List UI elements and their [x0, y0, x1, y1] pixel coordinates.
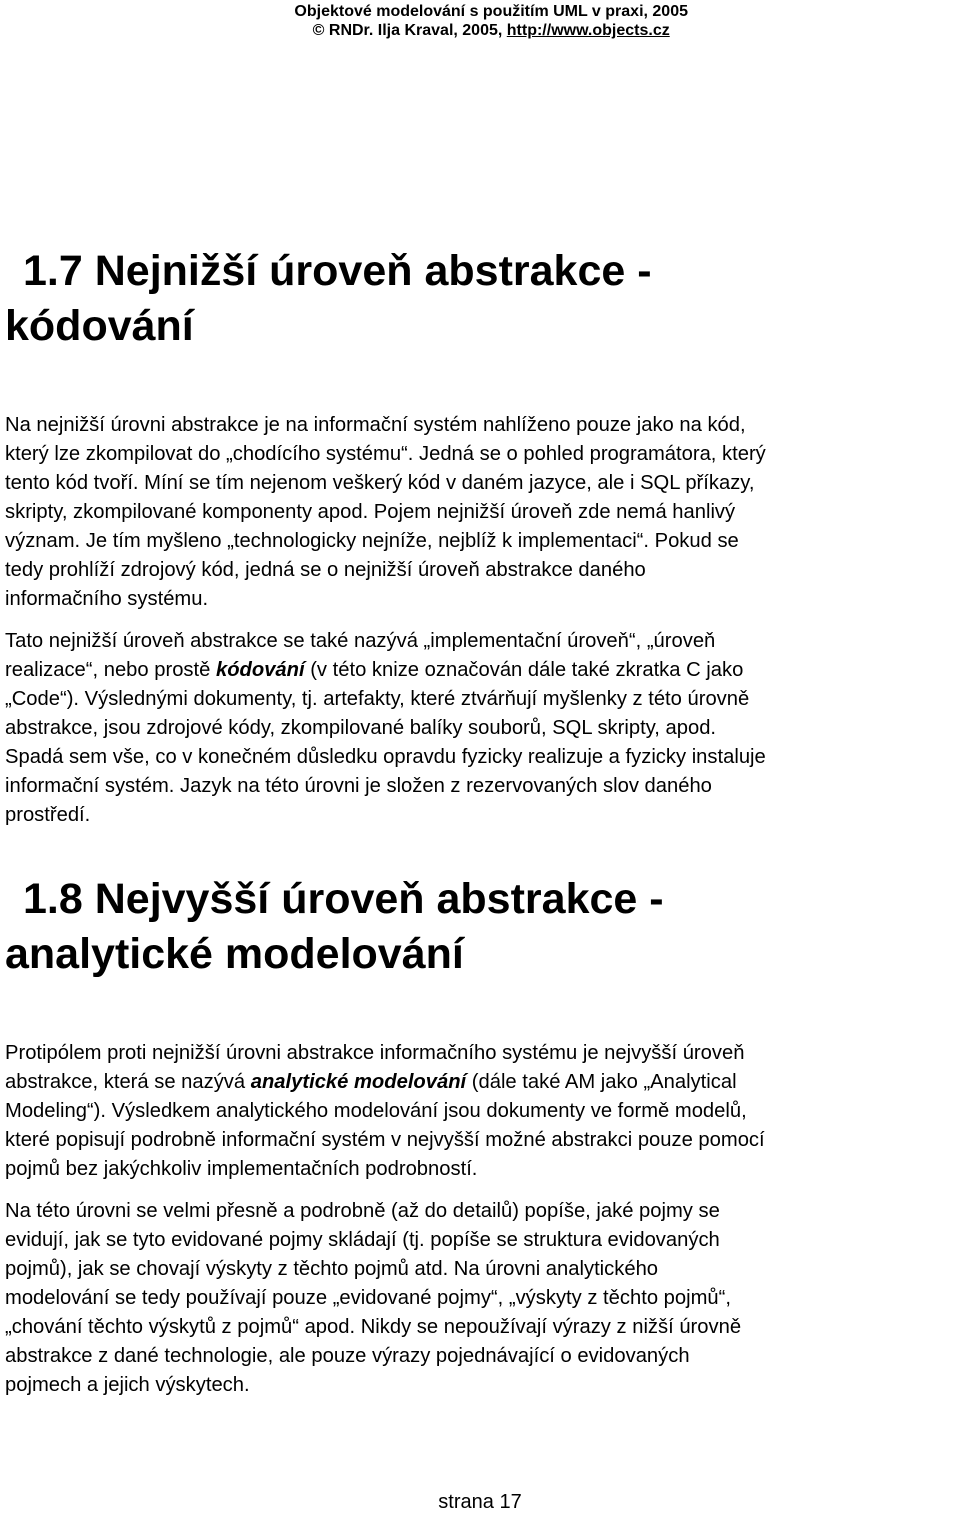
- text-line: abstrakce z dané technologie, ale pouze výrazy pojednávající o evidovaných: [5, 1345, 690, 1367]
- text-segment: (dále také AM jako „Analytical: [466, 1071, 737, 1093]
- emphasized-term: analytické modelování: [250, 1071, 467, 1093]
- section-heading-1-8: [5, 872, 905, 982]
- text-line: [5, 656, 955, 685]
- text-line: [5, 1068, 955, 1097]
- text-line: „Code“). Výslednými dokumenty, tj. artefakty, které ztvárňují myšlenky z této úrovně: [5, 688, 750, 710]
- heading-number: 1.7: [23, 247, 83, 295]
- text-segment: (v této knize označován dále také zkratka C jako: [304, 659, 744, 681]
- heading-number: 1.8: [23, 875, 83, 923]
- header-author: © RNDr. Ilja Kraval, 2005,: [312, 22, 507, 39]
- heading-title-line2: analytické modelování: [5, 930, 464, 978]
- text-line: informačního systému.: [5, 588, 209, 610]
- heading-title-line1: Nejvyšší úroveň abstrakce -: [82, 875, 664, 923]
- heading-title-line2: kódování: [5, 302, 194, 350]
- emphasized-term: kódování: [215, 659, 305, 681]
- page-number: strana 17: [438, 1491, 522, 1513]
- text-line: Protipólem proti nejnižší úrovni abstrakce informačního systému je nejvyšší úroveň: [5, 1042, 745, 1064]
- header-copyright: [294, 21, 688, 40]
- text-line: Na této úrovni se velmi přesně a podrobně (až do detailů) popíše, jaké pojmy se: [5, 1200, 720, 1222]
- page-header: [294, 2, 688, 40]
- paragraph-1-7-coding: [5, 627, 955, 830]
- page-footer: [0, 1490, 960, 1514]
- text-line: význam. Je tím myšleno „technologicky nejníže, nejblíž k implementaci“. Pokud se: [5, 530, 739, 552]
- text-segment: realizace“, nebo prostě: [5, 659, 216, 681]
- text-line: které popisují podrobně informační systém v nejvyšší možné abstrakci pouze pomocí: [5, 1129, 765, 1151]
- text-line: modelování se tedy používají pouze „evidované pojmy“, „výskyty z těchto pojmů“,: [5, 1287, 731, 1309]
- text-line: abstrakce, jsou zdrojové kódy, zkompilované balíky souborů, SQL skripty, apod.: [5, 717, 717, 739]
- text-line: tedy prohlíží zdrojový kód, jedná se o nejnižší úroveň abstrakce daného: [5, 559, 646, 581]
- text-line: Tato nejnižší úroveň abstrakce se také nazývá „implementační úroveň“, „úroveň: [5, 630, 716, 652]
- header-url-link[interactable]: http://www.objects.cz: [506, 22, 670, 39]
- paragraph-1-7-intro: [5, 411, 955, 614]
- text-line: pojmech a jejich výskytech.: [5, 1374, 250, 1396]
- text-line: „chování těchto výskytů z pojmů“ apod. Nikdy se nepoužívají výrazy z nižší úrovně: [5, 1316, 742, 1338]
- text-line: prostředí.: [5, 804, 91, 826]
- section-heading-1-7: [5, 244, 905, 354]
- paragraph-1-8-intro: [5, 1039, 955, 1184]
- paragraph-1-8-detail: [5, 1197, 955, 1400]
- text-line: skripty, zkompilované komponenty apod. Pojem nejnižší úroveň zde nemá hanlivý: [5, 501, 736, 523]
- text-line: pojmů bez jakýchkoliv implementačních podrobností.: [5, 1158, 478, 1180]
- text-line: Na nejnižší úrovni abstrakce je na informační systém nahlíženo pouze jako na kód,: [5, 414, 746, 436]
- text-line: informační systém. Jazyk na této úrovni je složen z rezervovaných slov daného: [5, 775, 712, 797]
- text-line: Spadá sem vše, co v konečném důsledku opravdu fyzicky realizuje a fyzicky instaluje: [5, 746, 766, 768]
- text-line: Modeling“). Výsledkem analytického modelování jsou dokumenty ve formě modelů,: [5, 1100, 747, 1122]
- text-line: pojmů), jak se chovají výskyty z těchto pojmů atd. Na úrovni analytického: [5, 1258, 659, 1280]
- text-line: evidují, jak se tyto evidované pojmy skládají (tj. popíše se struktura evidovaných: [5, 1229, 720, 1251]
- heading-title-line1: Nejnižší úroveň abstrakce -: [82, 247, 652, 295]
- text-line: který lze zkompilovat do „chodícího systému“. Jedná se o pohled programátora, který: [5, 443, 766, 465]
- header-title: Objektové modelování s použitím UML v praxi, 2005: [294, 3, 688, 20]
- text-segment: abstrakce, která se nazývá: [5, 1071, 251, 1093]
- text-line: tento kód tvoří. Míní se tím nejenom veškerý kód v daném jazyce, ale i SQL příkazy,: [5, 472, 755, 494]
